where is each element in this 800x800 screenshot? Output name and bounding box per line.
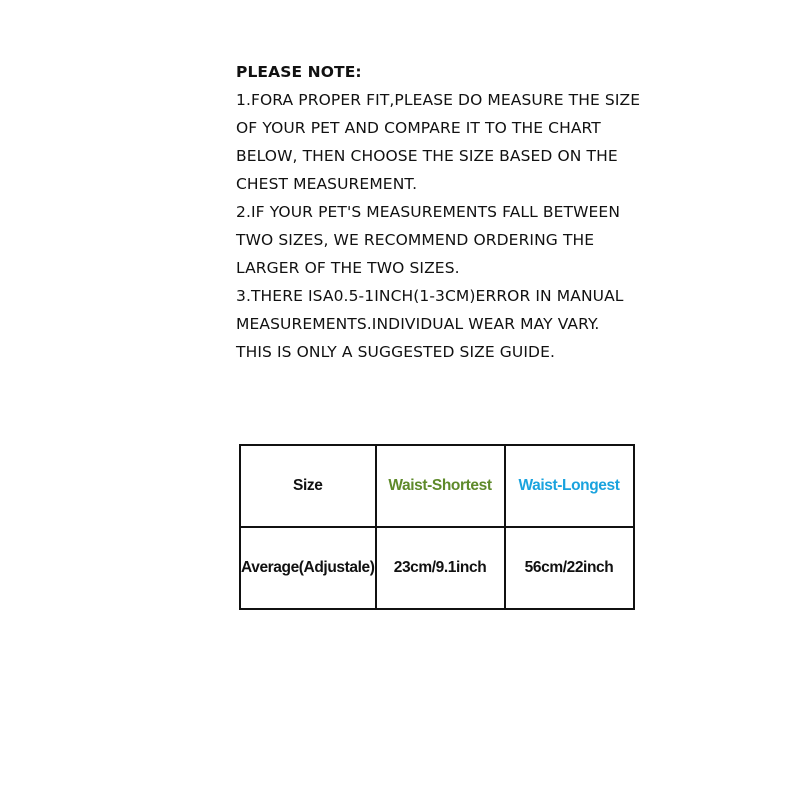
header-size: Size bbox=[240, 445, 376, 527]
note-line: 2.IF YOUR PET'S MEASUREMENTS FALL BETWEEN bbox=[236, 203, 621, 221]
note-line: 1.FORA PROPER FIT,PLEASE DO MEASURE THE SIZE bbox=[236, 91, 641, 109]
cell-waist-shortest: 23cm/9.1inch bbox=[376, 527, 505, 609]
note-line: THIS IS ONLY A SUGGESTED SIZE GUIDE. bbox=[236, 343, 555, 361]
note-line: LARGER OF THE TWO SIZES. bbox=[236, 259, 460, 277]
table-header-row bbox=[240, 445, 634, 527]
header-waist-longest: Waist-Longest bbox=[505, 445, 634, 527]
cell-waist-longest: 56cm/22inch bbox=[505, 527, 634, 609]
size-note bbox=[236, 58, 656, 366]
note-line: TWO SIZES, WE RECOMMEND ORDERING THE bbox=[236, 231, 595, 249]
table-row bbox=[240, 527, 634, 609]
note-heading: PLEASE NOTE: bbox=[236, 63, 362, 81]
note-line: 3.THERE ISA0.5-1INCH(1-3CM)ERROR IN MANUAL bbox=[236, 287, 624, 305]
note-line: OF YOUR PET AND COMPARE IT TO THE CHART bbox=[236, 119, 601, 137]
note-line: MEASUREMENTS.INDIVIDUAL WEAR MAY VARY. bbox=[236, 315, 600, 333]
note-line: CHEST MEASUREMENT. bbox=[236, 175, 418, 193]
cell-size-average: Average(Adjustale) bbox=[240, 527, 376, 609]
size-chart-table bbox=[239, 444, 635, 610]
note-line: BELOW, THEN CHOOSE THE SIZE BASED ON THE bbox=[236, 147, 618, 165]
header-waist-shortest: Waist-Shortest bbox=[376, 445, 505, 527]
